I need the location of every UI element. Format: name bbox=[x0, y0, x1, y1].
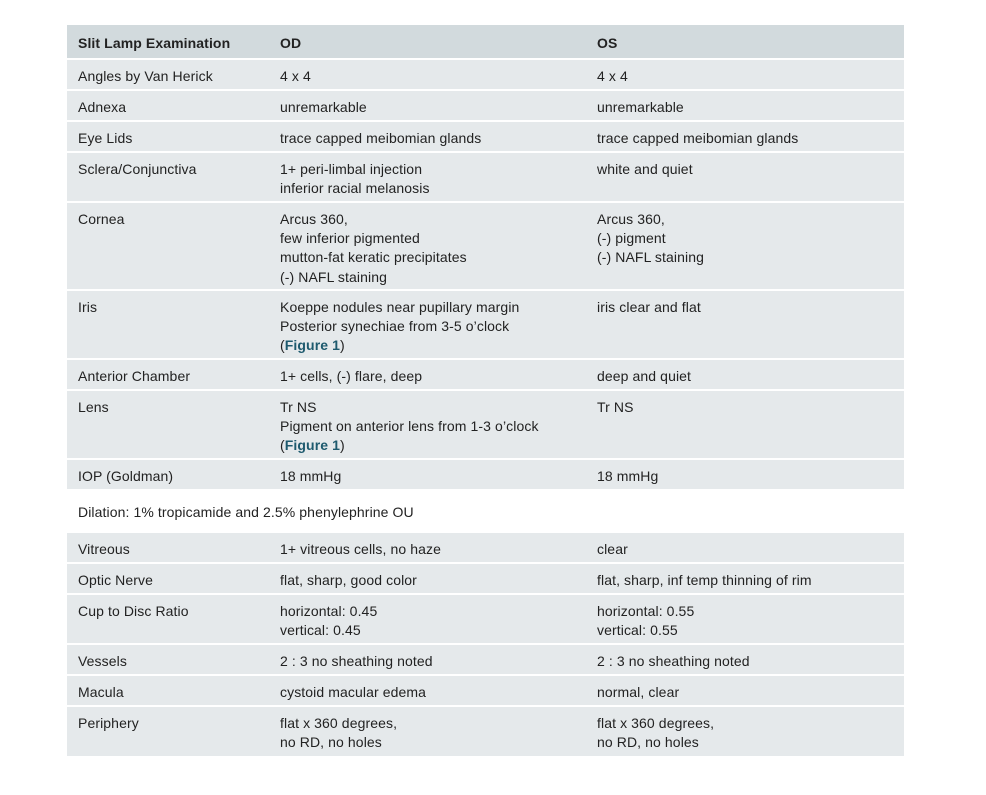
od-cell bbox=[280, 571, 417, 590]
od-value-line: 1+ vitreous cells, no haze bbox=[280, 541, 441, 557]
od-value-line: horizontal: 0.45 bbox=[280, 603, 378, 619]
os-value-line: flat x 360 degrees, bbox=[597, 715, 715, 731]
table-row-anterior-chamber bbox=[67, 360, 904, 391]
figure-reference: (Figure 1) bbox=[280, 437, 345, 454]
row-label: Macula bbox=[78, 684, 124, 700]
os-value-line: 4 x 4 bbox=[597, 68, 628, 84]
row-label: Iris bbox=[78, 299, 98, 315]
os-value-line: Arcus 360, bbox=[597, 211, 665, 227]
row-label: Vessels bbox=[78, 653, 127, 669]
table-row-cup-to-disc-ratio bbox=[67, 595, 904, 645]
dilation-note-row bbox=[67, 491, 904, 533]
od-value-line: (-) NAFL staining bbox=[280, 268, 387, 285]
os-value-line: (-) NAFL staining bbox=[597, 249, 704, 266]
od-cell bbox=[280, 683, 426, 702]
od-value-line: 4 x 4 bbox=[280, 68, 311, 84]
table-header-row bbox=[67, 25, 904, 60]
od-cell bbox=[280, 367, 422, 386]
od-cell bbox=[280, 714, 397, 752]
os-cell bbox=[597, 160, 693, 179]
table-row-cornea bbox=[67, 203, 904, 291]
os-cell bbox=[597, 540, 628, 559]
row-label: Vitreous bbox=[78, 541, 130, 557]
os-value-line: vertical: 0.55 bbox=[597, 622, 678, 639]
row-label: Anterior Chamber bbox=[78, 368, 191, 384]
table-row-iop-goldman bbox=[67, 460, 904, 491]
od-value-line: flat x 360 degrees, bbox=[280, 715, 398, 731]
od-cell bbox=[280, 67, 311, 86]
row-label: Periphery bbox=[78, 715, 139, 731]
od-cell bbox=[280, 398, 539, 456]
od-cell bbox=[280, 298, 519, 356]
od-value-line: 2 : 3 no sheathing noted bbox=[280, 653, 433, 669]
table-row-sclera-conjunctiva bbox=[67, 153, 904, 203]
od-cell bbox=[280, 540, 441, 559]
os-cell bbox=[597, 210, 704, 268]
os-cell bbox=[597, 571, 812, 590]
table-row-eye-lids bbox=[67, 122, 904, 153]
row-label: Cornea bbox=[78, 211, 125, 227]
od-value-line: few inferior pigmented bbox=[280, 230, 420, 247]
table-row-macula bbox=[67, 676, 904, 707]
os-value-line: clear bbox=[597, 541, 628, 557]
table-row-optic-nerve bbox=[67, 564, 904, 595]
os-value-line: Tr NS bbox=[597, 399, 634, 415]
od-value-line: 18 mmHg bbox=[280, 468, 342, 484]
row-label: Lens bbox=[78, 399, 109, 415]
os-value-line: trace capped meibomian glands bbox=[597, 130, 799, 146]
os-cell bbox=[597, 683, 679, 702]
od-value-line: inferior racial melanosis bbox=[280, 180, 430, 197]
os-value-line: flat, sharp, inf temp thinning of rim bbox=[597, 572, 812, 588]
os-cell bbox=[597, 298, 701, 317]
column-header-exam: Slit Lamp Examination bbox=[78, 35, 231, 51]
od-value-line: Arcus 360, bbox=[280, 211, 348, 227]
row-label: Adnexa bbox=[78, 99, 127, 115]
os-value-line: 18 mmHg bbox=[597, 468, 659, 484]
od-value-line: 1+ peri-limbal injection bbox=[280, 161, 423, 177]
os-cell bbox=[597, 67, 628, 86]
os-value-line: white and quiet bbox=[597, 161, 693, 177]
os-value-line: horizontal: 0.55 bbox=[597, 603, 695, 619]
figure-link[interactable]: Figure 1 bbox=[284, 437, 341, 454]
os-cell bbox=[597, 367, 691, 386]
row-label: Angles by Van Herick bbox=[78, 68, 213, 84]
od-value-line: no RD, no holes bbox=[280, 734, 382, 751]
dilation-note: Dilation: 1% tropicamide and 2.5% phenylephrine OU bbox=[78, 504, 414, 520]
os-value-line: unremarkable bbox=[597, 99, 684, 115]
od-cell bbox=[280, 129, 481, 148]
od-cell bbox=[280, 210, 467, 287]
od-cell bbox=[280, 602, 377, 640]
table-row-vitreous bbox=[67, 533, 904, 564]
od-value-line: Pigment on anterior lens from 1-3 o’clock bbox=[280, 418, 539, 435]
figure-link[interactable]: Figure 1 bbox=[284, 337, 341, 354]
os-cell bbox=[597, 467, 658, 486]
column-header-od: OD bbox=[280, 35, 302, 51]
od-value-line: trace capped meibomian glands bbox=[280, 130, 482, 146]
od-value-line: Posterior synechiae from 3-5 o’clock bbox=[280, 318, 510, 335]
os-value-line: deep and quiet bbox=[597, 368, 692, 384]
table-row-lens bbox=[67, 391, 904, 460]
od-cell bbox=[280, 98, 367, 117]
od-cell bbox=[280, 652, 433, 671]
os-value-line: 2 : 3 no sheathing noted bbox=[597, 653, 750, 669]
os-value-line: no RD, no holes bbox=[597, 734, 699, 751]
os-cell bbox=[597, 652, 750, 671]
os-value-line: normal, clear bbox=[597, 684, 680, 700]
od-value-line: cystoid macular edema bbox=[280, 684, 427, 700]
os-cell bbox=[597, 602, 694, 640]
os-cell bbox=[597, 714, 714, 752]
os-cell bbox=[597, 98, 684, 117]
od-cell bbox=[280, 467, 341, 486]
od-cell bbox=[280, 160, 430, 198]
row-label: Eye Lids bbox=[78, 130, 133, 146]
od-value-line: unremarkable bbox=[280, 99, 367, 115]
od-value-line: mutton-fat keratic precipitates bbox=[280, 249, 467, 266]
figure-reference: (Figure 1) bbox=[280, 337, 345, 354]
od-value-line: flat, sharp, good color bbox=[280, 572, 417, 588]
od-value-line: Tr NS bbox=[280, 399, 317, 415]
od-value-line: vertical: 0.45 bbox=[280, 622, 361, 639]
row-label: Optic Nerve bbox=[78, 572, 154, 588]
table-row-adnexa bbox=[67, 91, 904, 122]
row-label: IOP (Goldman) bbox=[78, 468, 174, 484]
od-value-line: Koeppe nodules near pupillary margin bbox=[280, 299, 520, 315]
od-value-line: 1+ cells, (-) flare, deep bbox=[280, 368, 423, 384]
table-row-periphery bbox=[67, 707, 904, 758]
row-label: Cup to Disc Ratio bbox=[78, 603, 189, 619]
os-value-line: (-) pigment bbox=[597, 230, 666, 247]
slit-lamp-exam-table bbox=[67, 25, 904, 758]
table-row-iris bbox=[67, 291, 904, 360]
os-cell bbox=[597, 129, 798, 148]
os-value-line: iris clear and flat bbox=[597, 299, 701, 315]
os-cell bbox=[597, 398, 634, 417]
row-label: Sclera/Conjunctiva bbox=[78, 161, 197, 177]
column-header-os: OS bbox=[597, 35, 618, 51]
table-row-angles-by-van-herick bbox=[67, 60, 904, 91]
table-row-vessels bbox=[67, 645, 904, 676]
